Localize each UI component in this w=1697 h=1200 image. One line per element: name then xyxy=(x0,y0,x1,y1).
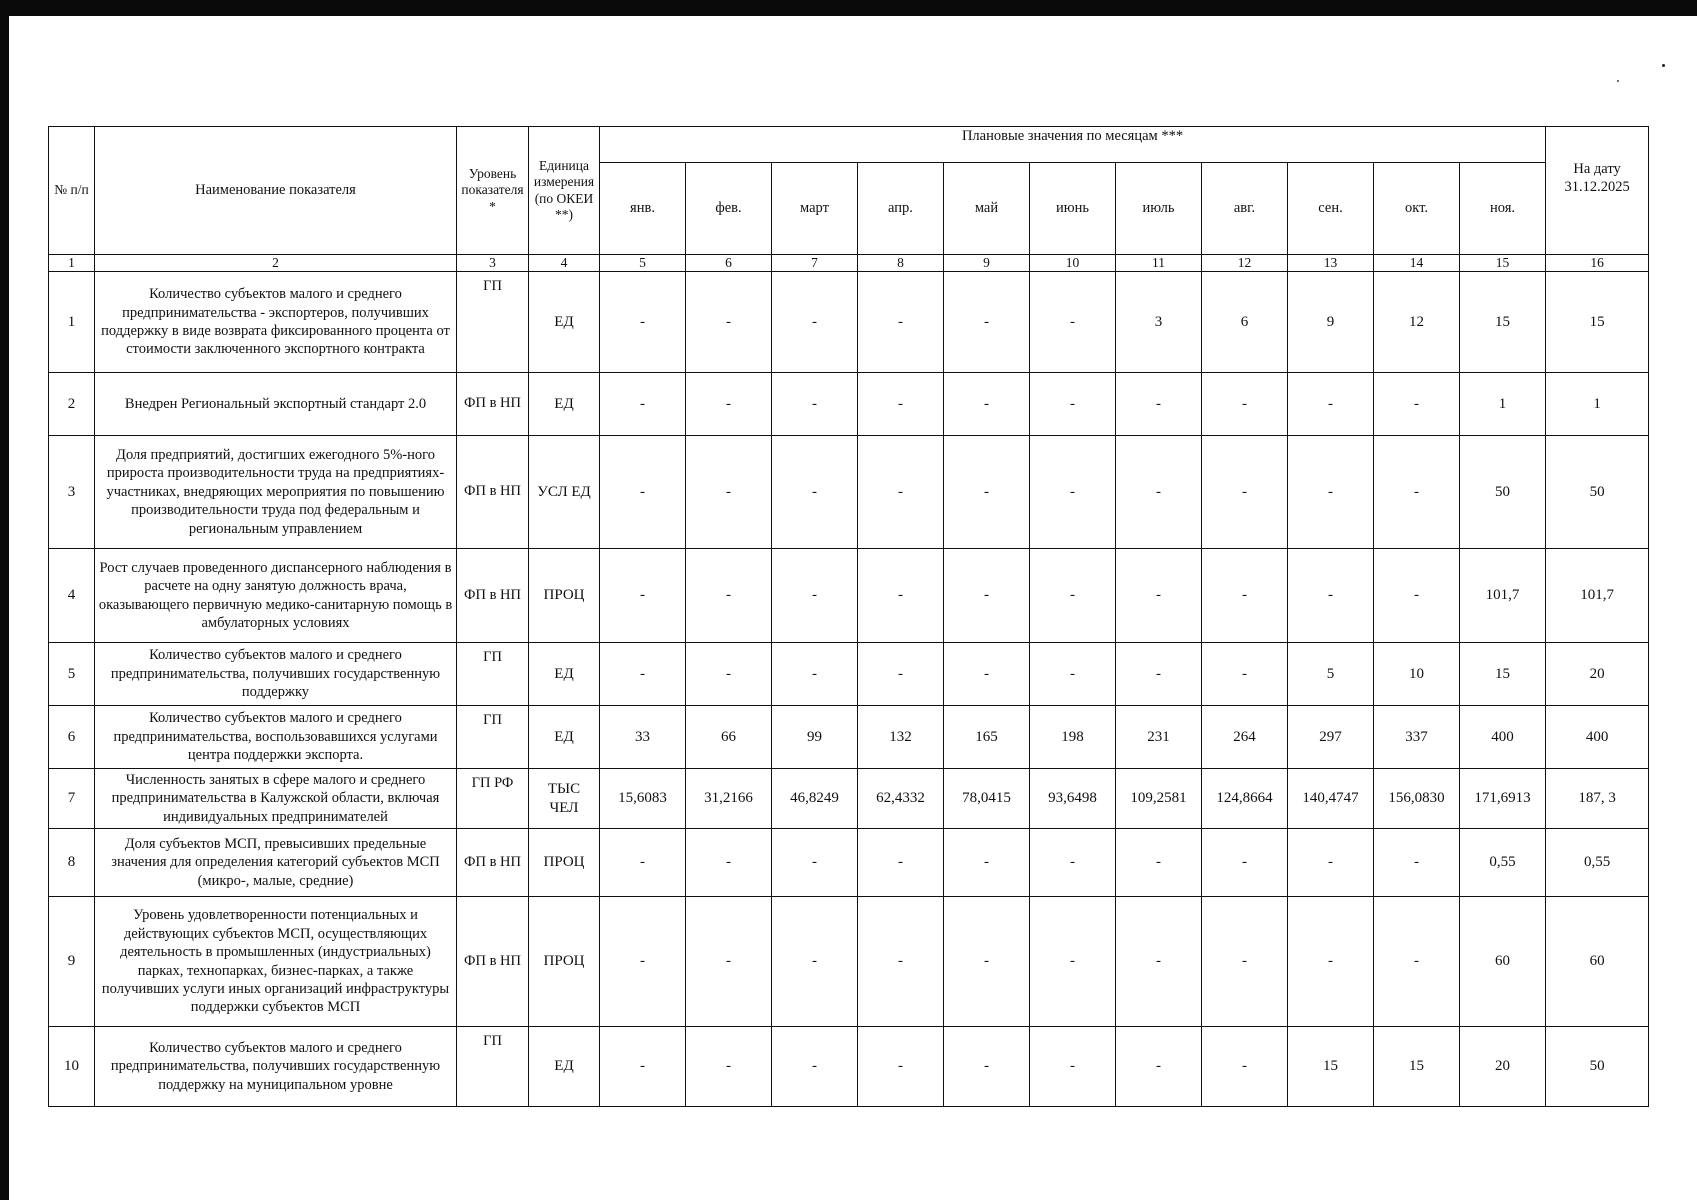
row-number: 2 xyxy=(49,373,95,436)
monthly-value: 46,8249 xyxy=(772,769,858,829)
monthly-value: - xyxy=(1030,436,1116,549)
monthly-value: - xyxy=(1374,436,1460,549)
monthly-value: 5 xyxy=(1288,643,1374,706)
year-end-value: 187, 3 xyxy=(1546,769,1649,829)
monthly-value: - xyxy=(1030,829,1116,897)
monthly-value: - xyxy=(686,897,772,1027)
column-number: 13 xyxy=(1288,255,1374,272)
indicator-level: ГП xyxy=(457,643,529,706)
indicator-name: Уровень удовлетворенности потенциальных и действующих субъектов МСП, осуществляющих деятельность в промышленных (индустриальных) парках, технопарках, бизнес-парках, а также получивших услуги иных организаций инфраструктуры поддержки субъектов МСП xyxy=(95,897,457,1027)
unit-of-measure: УСЛ ЕД xyxy=(529,436,600,549)
monthly-value: - xyxy=(1116,373,1202,436)
monthly-value: - xyxy=(772,373,858,436)
monthly-value: - xyxy=(1288,373,1374,436)
monthly-value: 31,2166 xyxy=(686,769,772,829)
row-number: 10 xyxy=(49,1027,95,1107)
monthly-value: - xyxy=(944,1027,1030,1107)
monthly-value: - xyxy=(686,643,772,706)
header-month: авг. xyxy=(1202,163,1288,255)
table-row xyxy=(49,373,1649,436)
monthly-value: 156,0830 xyxy=(1374,769,1460,829)
monthly-value: 140,4747 xyxy=(1288,769,1374,829)
monthly-value: - xyxy=(944,829,1030,897)
year-end-value: 50 xyxy=(1546,436,1649,549)
monthly-value: - xyxy=(600,897,686,1027)
header-month: окт. xyxy=(1374,163,1460,255)
monthly-value: - xyxy=(686,272,772,373)
monthly-value: - xyxy=(1116,643,1202,706)
monthly-value: - xyxy=(1202,436,1288,549)
monthly-value: 50 xyxy=(1460,436,1546,549)
indicator-name: Численность занятых в сфере малого и среднего предпринимательства в Калужской области, включая индивидуальных предпринимателей xyxy=(95,769,457,829)
monthly-value: 231 xyxy=(1116,706,1202,769)
indicator-level: ГП xyxy=(457,272,529,373)
monthly-value: - xyxy=(772,643,858,706)
monthly-value: - xyxy=(1202,897,1288,1027)
monthly-value: 101,7 xyxy=(1460,549,1546,643)
table-row xyxy=(49,897,1649,1027)
indicators-table xyxy=(48,126,1649,1107)
indicator-level: ГП xyxy=(457,706,529,769)
indicator-name: Количество субъектов малого и среднего предпринимательства, воспользовавшихся услугами центра поддержки экспорта. xyxy=(95,706,457,769)
year-end-value: 0,55 xyxy=(1546,829,1649,897)
monthly-value: - xyxy=(944,373,1030,436)
table-row xyxy=(49,706,1649,769)
unit-of-measure: ЕД xyxy=(529,643,600,706)
indicator-name: Рост случаев проведенного диспансерного наблюдения в расчете на одну занятую должность врача, оказывающего первичную медико-санитарную помощь в амбулаторных условиях xyxy=(95,549,457,643)
monthly-value: 198 xyxy=(1030,706,1116,769)
row-number: 8 xyxy=(49,829,95,897)
monthly-value: - xyxy=(686,549,772,643)
unit-of-measure: ЕД xyxy=(529,272,600,373)
column-number: 11 xyxy=(1116,255,1202,272)
monthly-value: - xyxy=(772,549,858,643)
monthly-value: 3 xyxy=(1116,272,1202,373)
monthly-value: 297 xyxy=(1288,706,1374,769)
monthly-value: - xyxy=(1116,1027,1202,1107)
monthly-value: - xyxy=(1374,829,1460,897)
monthly-value: 337 xyxy=(1374,706,1460,769)
monthly-value: - xyxy=(1202,549,1288,643)
column-number: 3 xyxy=(457,255,529,272)
column-number: 6 xyxy=(686,255,772,272)
unit-of-measure: ПРОЦ xyxy=(529,549,600,643)
table-row xyxy=(49,436,1649,549)
monthly-value: 6 xyxy=(1202,272,1288,373)
monthly-value: - xyxy=(600,643,686,706)
monthly-value: 9 xyxy=(1288,272,1374,373)
column-number: 12 xyxy=(1202,255,1288,272)
header-month: ноя. xyxy=(1460,163,1546,255)
column-number: 4 xyxy=(529,255,600,272)
table-row xyxy=(49,829,1649,897)
row-number: 6 xyxy=(49,706,95,769)
column-number: 5 xyxy=(600,255,686,272)
monthly-value: 15 xyxy=(1460,272,1546,373)
monthly-value: - xyxy=(600,272,686,373)
row-number: 4 xyxy=(49,549,95,643)
indicator-name: Доля субъектов МСП, превысивших предельные значения для определения категорий субъектов МСП (микро-, малые, средние) xyxy=(95,829,457,897)
monthly-value: 109,2581 xyxy=(1116,769,1202,829)
monthly-value: 20 xyxy=(1460,1027,1546,1107)
table-row xyxy=(49,272,1649,373)
monthly-value: 1 xyxy=(1460,373,1546,436)
monthly-value: 66 xyxy=(686,706,772,769)
monthly-value: - xyxy=(1202,829,1288,897)
row-number: 7 xyxy=(49,769,95,829)
header-unit: Единица измерения (по ОКЕИ **) xyxy=(529,127,600,255)
row-number: 9 xyxy=(49,897,95,1027)
monthly-value: 132 xyxy=(858,706,944,769)
unit-of-measure: ПРОЦ xyxy=(529,829,600,897)
header-num: № п/п xyxy=(49,127,95,255)
column-number: 2 xyxy=(95,255,457,272)
table-body xyxy=(49,272,1649,1107)
monthly-value: - xyxy=(1030,897,1116,1027)
monthly-value: 400 xyxy=(1460,706,1546,769)
unit-of-measure: ЕД xyxy=(529,1027,600,1107)
monthly-value: - xyxy=(1288,897,1374,1027)
monthly-value: - xyxy=(600,549,686,643)
row-number: 5 xyxy=(49,643,95,706)
monthly-value: 165 xyxy=(944,706,1030,769)
monthly-value: - xyxy=(600,436,686,549)
monthly-value: 62,4332 xyxy=(858,769,944,829)
monthly-value: - xyxy=(944,643,1030,706)
unit-of-measure: ТЫС ЧЕЛ xyxy=(529,769,600,829)
monthly-value: 15,6083 xyxy=(600,769,686,829)
monthly-value: 60 xyxy=(1460,897,1546,1027)
year-end-value: 101,7 xyxy=(1546,549,1649,643)
monthly-value: - xyxy=(1374,549,1460,643)
monthly-value: - xyxy=(944,272,1030,373)
monthly-value: - xyxy=(858,549,944,643)
monthly-value: - xyxy=(686,1027,772,1107)
monthly-value: - xyxy=(1030,549,1116,643)
header-month: март xyxy=(772,163,858,255)
monthly-value: 171,6913 xyxy=(1460,769,1546,829)
indicator-name: Количество субъектов малого и среднего предпринимательства - экспортеров, получивших поддержку в виде возврата фиксированного процента от стоимости заключенного экспортного контракта xyxy=(95,272,457,373)
monthly-value: - xyxy=(1374,373,1460,436)
monthly-value: - xyxy=(1288,549,1374,643)
column-number: 16 xyxy=(1546,255,1649,272)
unit-of-measure: ЕД xyxy=(529,373,600,436)
monthly-value: - xyxy=(600,1027,686,1107)
header-month: сен. xyxy=(1288,163,1374,255)
column-number: 15 xyxy=(1460,255,1546,272)
monthly-value: 0,55 xyxy=(1460,829,1546,897)
header-month: фев. xyxy=(686,163,772,255)
monthly-value: 15 xyxy=(1460,643,1546,706)
indicator-level: ФП в НП xyxy=(457,897,529,1027)
indicator-name: Количество субъектов малого и среднего предпринимательства, получивших государственную поддержку на муниципальном уровне xyxy=(95,1027,457,1107)
monthly-value: 99 xyxy=(772,706,858,769)
monthly-value: - xyxy=(600,829,686,897)
column-number: 14 xyxy=(1374,255,1460,272)
column-number: 1 xyxy=(49,255,95,272)
indicator-level: ФП в НП xyxy=(457,549,529,643)
year-end-value: 20 xyxy=(1546,643,1649,706)
indicator-level: ГП xyxy=(457,1027,529,1107)
monthly-value: - xyxy=(772,1027,858,1107)
year-end-value: 50 xyxy=(1546,1027,1649,1107)
header-month: июнь xyxy=(1030,163,1116,255)
monthly-value: - xyxy=(858,373,944,436)
monthly-value: 93,6498 xyxy=(1030,769,1116,829)
column-numbers-row xyxy=(49,255,1649,272)
year-end-value: 1 xyxy=(1546,373,1649,436)
indicator-name: Количество субъектов малого и среднего предпринимательства, получивших государственную поддержку xyxy=(95,643,457,706)
monthly-value: - xyxy=(1116,897,1202,1027)
table-row xyxy=(49,549,1649,643)
monthly-value: - xyxy=(858,436,944,549)
monthly-value: - xyxy=(858,272,944,373)
monthly-value: 124,8664 xyxy=(1202,769,1288,829)
table-row xyxy=(49,643,1649,706)
monthly-value: - xyxy=(1116,436,1202,549)
indicator-level: ФП в НП xyxy=(457,373,529,436)
monthly-value: - xyxy=(1288,829,1374,897)
monthly-value: - xyxy=(858,897,944,1027)
table-row xyxy=(49,1027,1649,1107)
row-number: 1 xyxy=(49,272,95,373)
monthly-value: - xyxy=(944,436,1030,549)
monthly-value: - xyxy=(1030,272,1116,373)
header-month: апр. xyxy=(858,163,944,255)
monthly-value: 12 xyxy=(1374,272,1460,373)
monthly-value: - xyxy=(1116,829,1202,897)
monthly-value: 15 xyxy=(1374,1027,1460,1107)
header-monthly: Плановые значения по месяцам *** xyxy=(600,127,1546,163)
year-end-value: 15 xyxy=(1546,272,1649,373)
header-month: июль xyxy=(1116,163,1202,255)
monthly-value: - xyxy=(686,373,772,436)
monthly-value: - xyxy=(944,897,1030,1027)
monthly-value: - xyxy=(686,436,772,549)
indicator-level: ФП в НП xyxy=(457,436,529,549)
monthly-value: 264 xyxy=(1202,706,1288,769)
table-row xyxy=(49,769,1649,829)
scan-border-left xyxy=(0,16,9,1200)
monthly-value: - xyxy=(772,829,858,897)
header-level: Уровень показателя * xyxy=(457,127,529,255)
monthly-value: - xyxy=(686,829,772,897)
indicator-name: Внедрен Региональный экспортный стандарт 2.0 xyxy=(95,373,457,436)
monthly-value: - xyxy=(858,1027,944,1107)
monthly-value: - xyxy=(772,272,858,373)
monthly-value: - xyxy=(1030,643,1116,706)
column-number: 8 xyxy=(858,255,944,272)
column-number: 9 xyxy=(944,255,1030,272)
monthly-value: - xyxy=(600,373,686,436)
year-end-value: 400 xyxy=(1546,706,1649,769)
year-end-value: 60 xyxy=(1546,897,1649,1027)
monthly-value: - xyxy=(1030,373,1116,436)
header-name: Наименование показателя xyxy=(95,127,457,255)
scan-speck xyxy=(1662,64,1665,67)
indicator-level: ФП в НП xyxy=(457,829,529,897)
monthly-value: 78,0415 xyxy=(944,769,1030,829)
monthly-value: 10 xyxy=(1374,643,1460,706)
monthly-value: - xyxy=(1374,897,1460,1027)
column-number: 10 xyxy=(1030,255,1116,272)
monthly-value: - xyxy=(772,436,858,549)
monthly-value: - xyxy=(1202,1027,1288,1107)
indicator-level: ГП РФ xyxy=(457,769,529,829)
monthly-value: - xyxy=(1202,373,1288,436)
monthly-value: - xyxy=(1202,643,1288,706)
monthly-value: - xyxy=(858,829,944,897)
monthly-value: - xyxy=(1116,549,1202,643)
monthly-value: 33 xyxy=(600,706,686,769)
monthly-value: - xyxy=(1288,436,1374,549)
header-row-top xyxy=(49,127,1649,163)
indicator-name: Доля предприятий, достигших ежегодного 5%-ного прироста производительности труда на предприятиях-участниках, внедряющих мероприятия по повышению производительности труда под федеральным и региональным управлением xyxy=(95,436,457,549)
monthly-value: 15 xyxy=(1288,1027,1374,1107)
column-number: 7 xyxy=(772,255,858,272)
header-date: На дату 31.12.2025 xyxy=(1546,127,1649,255)
scan-speck xyxy=(1617,80,1619,82)
scan-border-top xyxy=(0,0,1697,16)
header-month: янв. xyxy=(600,163,686,255)
monthly-value: - xyxy=(1030,1027,1116,1107)
monthly-value: - xyxy=(944,549,1030,643)
unit-of-measure: ЕД xyxy=(529,706,600,769)
unit-of-measure: ПРОЦ xyxy=(529,897,600,1027)
header-month: май xyxy=(944,163,1030,255)
monthly-value: - xyxy=(772,897,858,1027)
monthly-value: - xyxy=(858,643,944,706)
row-number: 3 xyxy=(49,436,95,549)
